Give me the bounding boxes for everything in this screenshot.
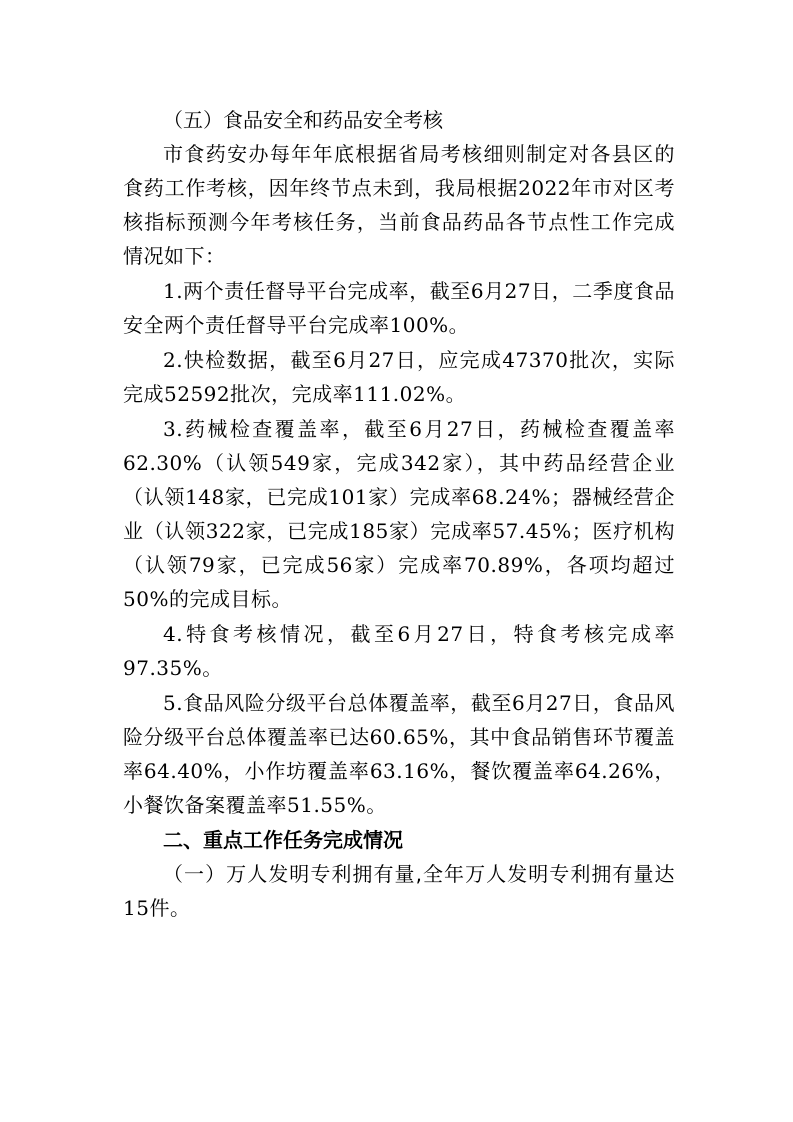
task-title: （一）万人发明专利拥有量, — [163, 862, 423, 886]
document-body — [123, 103, 675, 925]
task-paragraph-patents — [123, 857, 675, 925]
section-heading-food-drug-safety: （五）食品安全和药品安全考核 — [163, 108, 443, 132]
section-heading-key-tasks: 二、重点工作任务完成情况 — [163, 828, 403, 852]
list-item-special-food: 4.特食考核情况，截至6月27日，特食考核完成率97.35%。 — [123, 622, 675, 680]
list-item-rapid-test: 2.快检数据，截至6月27日，应完成47370批次，实际完成52592批次，完成率111.02%。 — [123, 348, 675, 406]
intro-paragraph: 市食药安办每年年底根据省局考核细则制定对各县区的食药工作考核，因年终节点未到，我局根据2022年市对区考核指标预测今年考核任务，当前食品药品各节点性工作完成情况如下： — [123, 142, 675, 268]
task-body: 全年万人发明专利拥有量达15件。 — [123, 862, 676, 920]
list-item-drug-device-inspection: 3.药械检查覆盖率，截至6月27日，药械检查覆盖率62.30%（认领549家，完成342家），其中药品经营企业（认领148家，已完成101家）完成率68.24%；器械经营企业（认领322家，已完成185家）完成率57.45%；医疗机构（认领79家，已完成56家）完成率70.89%，各项均超过50%的完成目标。 — [123, 417, 675, 611]
list-item-risk-grading: 5.食品风险分级平台总体覆盖率，截至6月27日，食品风险分级平台总体覆盖率已达60.65%，其中食品销售环节覆盖率64.40%，小作坊覆盖率63.16%，餐饮覆盖率64.26%，小餐饮备案覆盖率51.55%。 — [123, 691, 675, 817]
list-item-supervision-platform: 1.两个责任督导平台完成率，截至6月27日，二季度食品安全两个责任督导平台完成率100%。 — [123, 279, 675, 337]
